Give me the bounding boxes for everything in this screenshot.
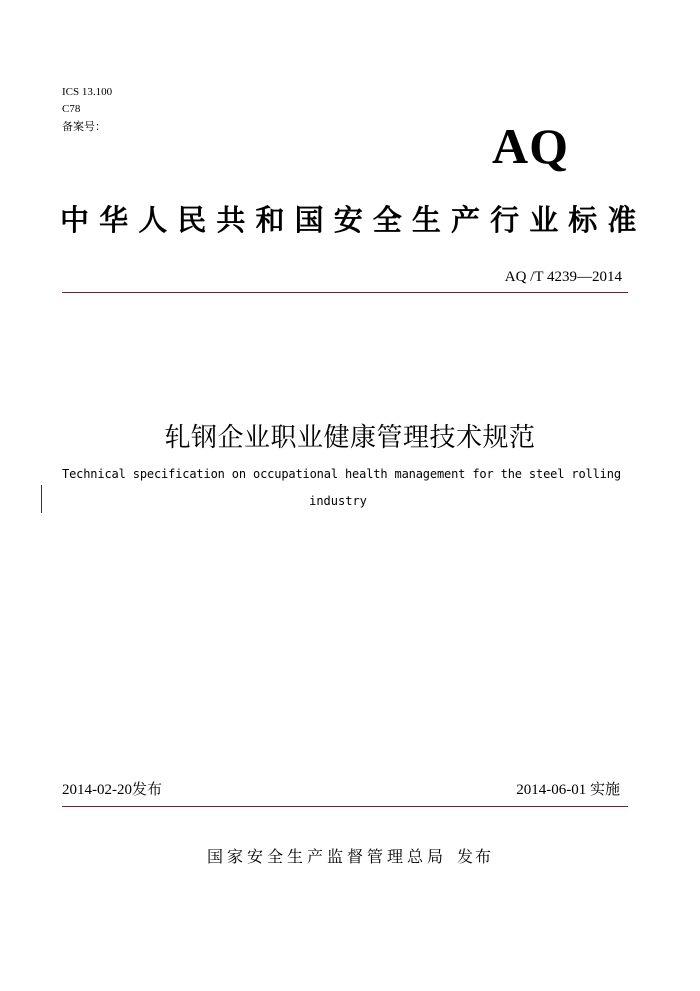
document-title-chinese: 轧钢企业职业健康管理技术规范 (164, 423, 536, 453)
document-title-english-line1: Technical specification on occupational health management for the steel rolling (62, 467, 621, 481)
standard-number: AQ /T 4239—2014 (504, 269, 622, 285)
standard-category-title: 中华人民共和国安全生产行业标准 (60, 203, 647, 237)
record-number-label: 备案号： (62, 120, 106, 133)
top-divider (62, 292, 628, 293)
implementation-date-value: 2014-06-01 (516, 782, 587, 798)
document-title-english-line2: industry (309, 494, 367, 508)
aq-logo: AQ (492, 118, 569, 174)
issue-date (62, 780, 162, 799)
implementation-date (516, 780, 620, 799)
implementation-date-label: 实施 (589, 780, 620, 798)
issue-date-value: 2014-02-20 (62, 782, 132, 798)
classification-code: C78 (62, 103, 81, 115)
publisher-action: 发布 (457, 847, 494, 866)
publisher-line (0, 845, 700, 869)
issue-date-label: 发布 (132, 780, 163, 798)
publisher-name: 国家安全生产监督管理总局 (206, 847, 447, 866)
ics-code: ICS 13.100 (62, 86, 113, 98)
bottom-divider (62, 806, 628, 807)
